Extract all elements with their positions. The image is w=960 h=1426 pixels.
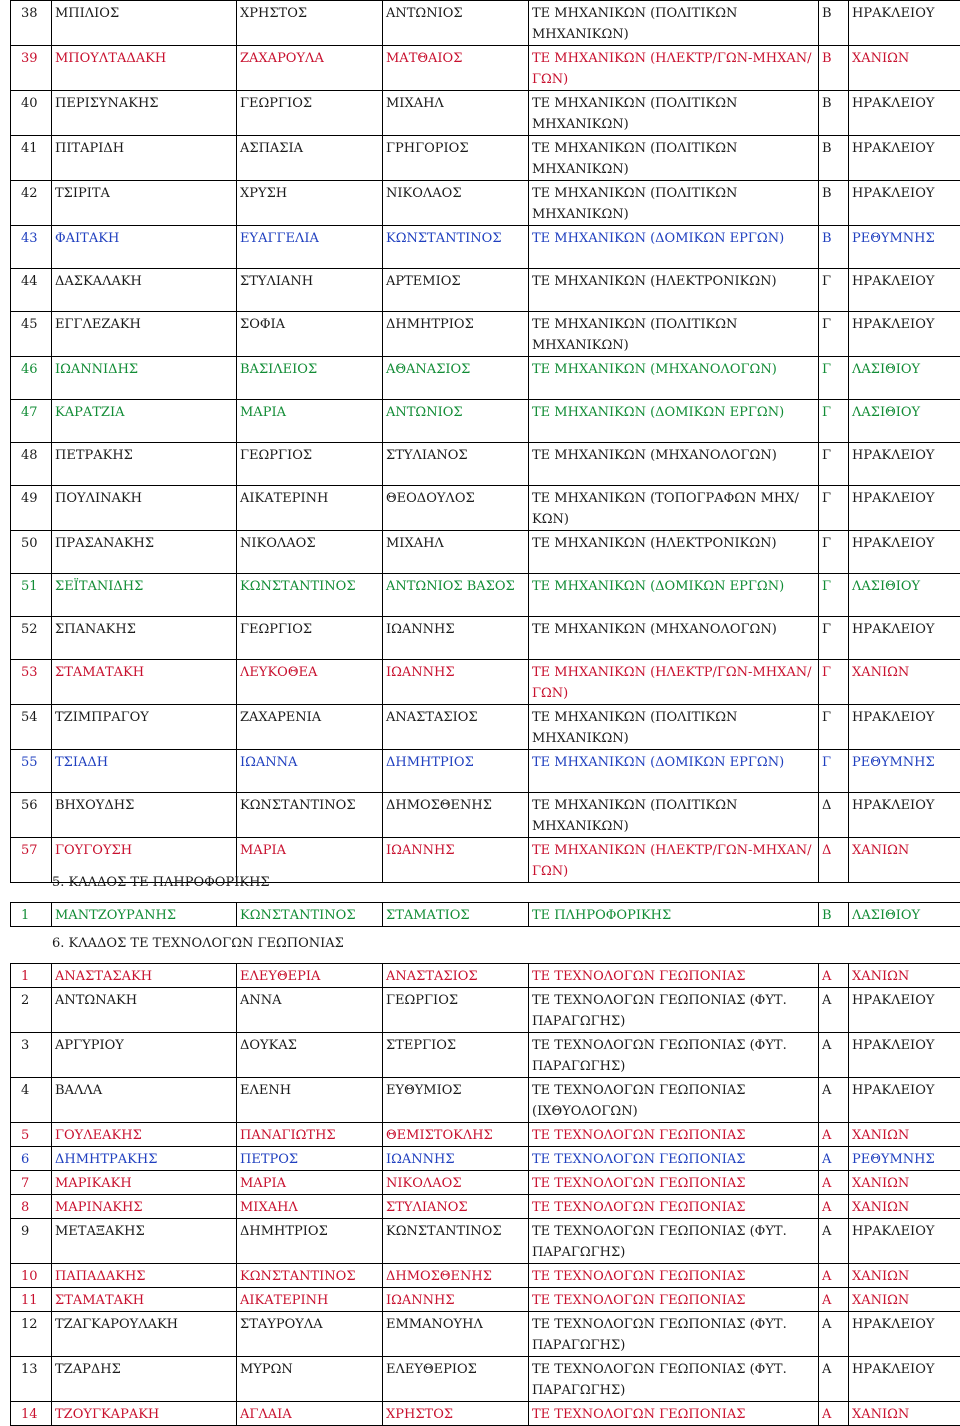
category-cell: Δ: [819, 838, 849, 883]
category-cell: Β: [819, 903, 849, 927]
specialty-cell: ΤΕ ΜΗΧΑΝΙΚΩΝ (ΠΟΛΙΤΙΚΩΝ ΜΗΧΑΝΙΚΩΝ): [529, 705, 819, 750]
surname-cell: ΜΑΝΤΖΟΥΡΑΝΗΣ: [52, 903, 237, 927]
region-cell: ΗΡΑΚΛΕΙΟΥ: [849, 1033, 960, 1078]
category-cell: Α: [819, 1195, 849, 1219]
category-cell: Δ: [819, 793, 849, 838]
category-cell: Α: [819, 1147, 849, 1171]
first-name-cell: ΑΙΚΑΤΕΡΙΝΗ: [237, 1288, 383, 1312]
specialty-cell: ΤΕ ΤΕΧΝΟΛΟΓΩΝ ΓΕΩΠΟΝΙΑΣ: [529, 1171, 819, 1195]
father-name-cell: ΑΡΤΕΜΙΟΣ: [383, 269, 529, 312]
first-name-cell: ΖΑΧΑΡΕΝΙΑ: [237, 705, 383, 750]
row-number: 41: [11, 136, 52, 181]
father-name-cell: ΑΝΑΣΤΑΣΙΟΣ: [383, 705, 529, 750]
father-name-cell: ΣΤΥΛΙΑΝΟΣ: [383, 443, 529, 486]
surname-cell: ΚΑΡΑΤΖΙΑ: [52, 400, 237, 443]
specialty-cell: ΤΕ ΠΛΗΡΟΦΟΡΙΚΗΣ: [529, 903, 819, 927]
first-name-cell: ΚΩΝΣΤΑΝΤΙΝΟΣ: [237, 1264, 383, 1288]
row-number: 38: [11, 1, 52, 46]
specialty-cell: ΤΕ ΜΗΧΑΝΙΚΩΝ (ΔΟΜΙΚΩΝ ΕΡΓΩΝ): [529, 574, 819, 617]
first-name-cell: ΜΑΡΙΑ: [237, 400, 383, 443]
specialty-cell: ΤΕ ΜΗΧΑΝΙΚΩΝ (ΠΟΛΙΤΙΚΩΝ ΜΗΧΑΝΙΚΩΝ): [529, 1, 819, 46]
specialty-cell: ΤΕ ΤΕΧΝΟΛΟΓΩΝ ΓΕΩΠΟΝΙΑΣ: [529, 1288, 819, 1312]
first-name-cell: ΚΩΝΣΤΑΝΤΙΝΟΣ: [237, 903, 383, 927]
first-name-cell: ΜΥΡΩΝ: [237, 1357, 383, 1402]
specialty-cell: ΤΕ ΤΕΧΝΟΛΟΓΩΝ ΓΕΩΠΟΝΙΑΣ: [529, 1147, 819, 1171]
specialty-cell: ΤΕ ΤΕΧΝΟΛΟΓΩΝ ΓΕΩΠΟΝΙΑΣ: [529, 1264, 819, 1288]
row-number: 43: [11, 226, 52, 269]
first-name-cell: ΒΑΣΙΛΕΙΟΣ: [237, 357, 383, 400]
first-name-cell: ΕΛΕΝΗ: [237, 1078, 383, 1123]
first-name-cell: ΔΟΥΚΑΣ: [237, 1033, 383, 1078]
category-cell: Β: [819, 136, 849, 181]
row-number: 46: [11, 357, 52, 400]
first-name-cell: ΜΙΧΑΗΛ: [237, 1195, 383, 1219]
first-name-cell: ΝΙΚΟΛΑΟΣ: [237, 531, 383, 574]
first-name-cell: ΠΑΝΑΓΙΩΤΗΣ: [237, 1123, 383, 1147]
category-cell: Γ: [819, 312, 849, 357]
father-name-cell: ΚΩΝΣΤΑΝΤΙΝΟΣ: [383, 1219, 529, 1264]
row-number: 51: [11, 574, 52, 617]
specialty-cell: ΤΕ ΜΗΧΑΝΙΚΩΝ (ΠΟΛΙΤΙΚΩΝ ΜΗΧΑΝΙΚΩΝ): [529, 793, 819, 838]
row-number: 1: [11, 964, 52, 988]
category-cell: Γ: [819, 705, 849, 750]
region-cell: ΧΑΝΙΩΝ: [849, 1195, 960, 1219]
table-row: [11, 1078, 960, 1123]
row-number: 48: [11, 443, 52, 486]
first-name-cell: ΜΑΡΙΑ: [237, 838, 383, 883]
table-row: [11, 988, 960, 1033]
surname-cell: ΜΕΤΑΞΑΚΗΣ: [52, 1219, 237, 1264]
father-name-cell: ΕΛΕΥΘΕΡΙΟΣ: [383, 1357, 529, 1402]
specialty-cell: ΤΕ ΜΗΧΑΝΙΚΩΝ (ΜΗΧΑΝΟΛΟΓΩΝ): [529, 617, 819, 660]
first-name-cell: ΧΡΗΣΤΟΣ: [237, 1, 383, 46]
row-number: 9: [11, 1219, 52, 1264]
father-name-cell: ΚΩΝΣΤΑΝΤΙΝΟΣ: [383, 226, 529, 269]
row-number: 54: [11, 705, 52, 750]
father-name-cell: ΙΩΑΝΝΗΣ: [383, 617, 529, 660]
table-row: [11, 1147, 960, 1171]
first-name-cell: ΚΩΝΣΤΑΝΤΙΝΟΣ: [237, 793, 383, 838]
region-cell: ΗΡΑΚΛΕΙΟΥ: [849, 269, 960, 312]
father-name-cell: ΙΩΑΝΝΗΣ: [383, 838, 529, 883]
region-cell: ΗΡΑΚΛΕΙΟΥ: [849, 486, 960, 531]
category-cell: Γ: [819, 574, 849, 617]
region-cell: ΗΡΑΚΛΕΙΟΥ: [849, 1219, 960, 1264]
table-row: [11, 793, 960, 838]
table-row: [11, 903, 960, 927]
region-cell: ΛΑΣΙΘΙΟΥ: [849, 903, 960, 927]
father-name-cell: ΙΩΑΝΝΗΣ: [383, 660, 529, 705]
region-cell: ΡΕΘΥΜΝΗΣ: [849, 226, 960, 269]
father-name-cell: ΘΕΜΙΣΤΟΚΛΗΣ: [383, 1123, 529, 1147]
specialty-cell: ΤΕ ΜΗΧΑΝΙΚΩΝ (ΠΟΛΙΤΙΚΩΝ ΜΗΧΑΝΙΚΩΝ): [529, 91, 819, 136]
table-row: [11, 1312, 960, 1357]
specialty-cell: ΤΕ ΤΕΧΝΟΛΟΓΩΝ ΓΕΩΠΟΝΙΑΣ: [529, 964, 819, 988]
specialty-cell: ΤΕ ΤΕΧΝΟΛΟΓΩΝ ΓΕΩΠΟΝΙΑΣ (ΦΥΤ. ΠΑΡΑΓΩΓΗΣ): [529, 988, 819, 1033]
category-cell: Α: [819, 1033, 849, 1078]
region-cell: ΧΑΝΙΩΝ: [849, 46, 960, 91]
category-cell: Γ: [819, 617, 849, 660]
specialty-cell: ΤΕ ΜΗΧΑΝΙΚΩΝ (ΗΛΕΚΤΡ/ΓΩΝ-ΜΗΧΑΝ/ΓΩΝ): [529, 838, 819, 883]
region-cell: ΗΡΑΚΛΕΙΟΥ: [849, 181, 960, 226]
table-row: [11, 357, 960, 400]
surname-cell: ΓΟΥΛΕΑΚΗΣ: [52, 1123, 237, 1147]
surname-cell: ΙΩΑΝΝΙΔΗΣ: [52, 357, 237, 400]
surname-cell: ΜΠΟΥΛΤΑΔΑΚΗ: [52, 46, 237, 91]
table-row: [11, 531, 960, 574]
region-cell: ΗΡΑΚΛΕΙΟΥ: [849, 705, 960, 750]
row-number: 45: [11, 312, 52, 357]
table-row: [11, 269, 960, 312]
category-cell: Β: [819, 226, 849, 269]
father-name-cell: ΑΝΤΩΝΙΟΣ: [383, 1, 529, 46]
table-row: [11, 181, 960, 226]
surname-cell: ΑΝΤΩΝΑΚΗ: [52, 988, 237, 1033]
surname-cell: ΓΟΥΓΟΥΣΗ: [52, 838, 237, 883]
region-cell: ΗΡΑΚΛΕΙΟΥ: [849, 136, 960, 181]
region-cell: ΗΡΑΚΛΕΙΟΥ: [849, 531, 960, 574]
engineers-table: [10, 0, 960, 883]
father-name-cell: ΜΑΤΘΑΙΟΣ: [383, 46, 529, 91]
surname-cell: ΔΗΜΗΤΡΑΚΗΣ: [52, 1147, 237, 1171]
row-number: 39: [11, 46, 52, 91]
row-number: 55: [11, 750, 52, 793]
category-cell: Γ: [819, 531, 849, 574]
region-cell: ΗΡΑΚΛΕΙΟΥ: [849, 1312, 960, 1357]
specialty-cell: ΤΕ ΤΕΧΝΟΛΟΓΩΝ ΓΕΩΠΟΝΙΑΣ (ΦΥΤ. ΠΑΡΑΓΩΓΗΣ): [529, 1357, 819, 1402]
category-cell: Α: [819, 1078, 849, 1123]
category-cell: Α: [819, 1264, 849, 1288]
table-row: [11, 1195, 960, 1219]
father-name-cell: ΔΗΜΗΤΡΙΟΣ: [383, 750, 529, 793]
surname-cell: ΠΕΤΡΑΚΗΣ: [52, 443, 237, 486]
father-name-cell: ΜΙΧΑΗΛ: [383, 531, 529, 574]
specialty-cell: ΤΕ ΜΗΧΑΝΙΚΩΝ (ΠΟΛΙΤΙΚΩΝ ΜΗΧΑΝΙΚΩΝ): [529, 312, 819, 357]
row-number: 49: [11, 486, 52, 531]
table-row: [11, 91, 960, 136]
row-number: 56: [11, 793, 52, 838]
surname-cell: ΤΖΟΥΓΚΑΡΑΚΗ: [52, 1402, 237, 1426]
region-cell: ΗΡΑΚΛΕΙΟΥ: [849, 312, 960, 357]
region-cell: ΗΡΑΚΛΕΙΟΥ: [849, 988, 960, 1033]
informatics-table: [10, 902, 960, 927]
table-row: [11, 1357, 960, 1402]
region-cell: ΧΑΝΙΩΝ: [849, 1288, 960, 1312]
surname-cell: ΣΤΑΜΑΤΑΚΗ: [52, 1288, 237, 1312]
first-name-cell: ΖΑΧΑΡΟΥΛΑ: [237, 46, 383, 91]
row-number: 2: [11, 988, 52, 1033]
surname-cell: ΜΑΡΙΚΑΚΗ: [52, 1171, 237, 1195]
specialty-cell: ΤΕ ΤΕΧΝΟΛΟΓΩΝ ΓΕΩΠΟΝΙΑΣ: [529, 1123, 819, 1147]
father-name-cell: ΑΝΑΣΤΑΣΙΟΣ: [383, 964, 529, 988]
category-cell: Β: [819, 91, 849, 136]
first-name-cell: ΑΓΛΑΙΑ: [237, 1402, 383, 1426]
table-row: [11, 443, 960, 486]
first-name-cell: ΓΕΩΡΓΙΟΣ: [237, 617, 383, 660]
surname-cell: ΣΤΑΜΑΤΑΚΗ: [52, 660, 237, 705]
first-name-cell: ΙΩΑΝΝΑ: [237, 750, 383, 793]
section-6-title: 6. ΚΛΑΔΟΣ ΤΕ ΤΕΧΝΟΛΟΓΩΝ ΓΕΩΠΟΝΙΑΣ: [52, 934, 344, 953]
row-number: 50: [11, 531, 52, 574]
table-row: [11, 964, 960, 988]
surname-cell: ΣΕΪΤΑΝΙΔΗΣ: [52, 574, 237, 617]
first-name-cell: ΚΩΝΣΤΑΝΤΙΝΟΣ: [237, 574, 383, 617]
row-number: 6: [11, 1147, 52, 1171]
surname-cell: ΤΖΙΜΠΡΑΓΟΥ: [52, 705, 237, 750]
row-number: 14: [11, 1402, 52, 1426]
surname-cell: ΔΑΣΚΑΛΑΚΗ: [52, 269, 237, 312]
region-cell: ΗΡΑΚΛΕΙΟΥ: [849, 1357, 960, 1402]
row-number: 52: [11, 617, 52, 660]
surname-cell: ΑΝΑΣΤΑΣΑΚΗ: [52, 964, 237, 988]
surname-cell: ΤΖΑΓΚΑΡΟΥΛΑΚΗ: [52, 1312, 237, 1357]
row-number: 42: [11, 181, 52, 226]
father-name-cell: ΝΙΚΟΛΑΟΣ: [383, 1171, 529, 1195]
father-name-cell: ΣΤΕΡΓΙΟΣ: [383, 1033, 529, 1078]
first-name-cell: ΑΝΝΑ: [237, 988, 383, 1033]
father-name-cell: ΣΤΑΜΑΤΙΟΣ: [383, 903, 529, 927]
first-name-cell: ΠΕΤΡΟΣ: [237, 1147, 383, 1171]
row-number: 12: [11, 1312, 52, 1357]
region-cell: ΧΑΝΙΩΝ: [849, 1123, 960, 1147]
first-name-cell: ΑΙΚΑΤΕΡΙΝΗ: [237, 486, 383, 531]
region-cell: ΛΑΣΙΘΙΟΥ: [849, 574, 960, 617]
table-row: [11, 226, 960, 269]
surname-cell: ΒΑΛΛΑ: [52, 1078, 237, 1123]
surname-cell: ΠΙΤΑΡΙΔΗ: [52, 136, 237, 181]
father-name-cell: ΝΙΚΟΛΑΟΣ: [383, 181, 529, 226]
category-cell: Α: [819, 988, 849, 1033]
table-row: [11, 136, 960, 181]
row-number: 3: [11, 1033, 52, 1078]
row-number: 4: [11, 1078, 52, 1123]
category-cell: Α: [819, 1312, 849, 1357]
region-cell: ΗΡΑΚΛΕΙΟΥ: [849, 91, 960, 136]
region-cell: ΡΕΘΥΜΝΗΣ: [849, 750, 960, 793]
table-row: [11, 1402, 960, 1426]
father-name-cell: ΑΘΑΝΑΣΙΟΣ: [383, 357, 529, 400]
first-name-cell: ΣΤΑΥΡΟΥΛΑ: [237, 1312, 383, 1357]
surname-cell: ΑΡΓΥΡΙΟΥ: [52, 1033, 237, 1078]
specialty-cell: ΤΕ ΜΗΧΑΝΙΚΩΝ (ΗΛΕΚΤΡΟΝΙΚΩΝ): [529, 531, 819, 574]
section-5-title: 5. ΚΛΑΔΟΣ ΤΕ ΠΛΗΡΟΦΟΡΙΚΗΣ: [52, 873, 270, 892]
region-cell: ΗΡΑΚΛΕΙΟΥ: [849, 1078, 960, 1123]
table-row: [11, 1264, 960, 1288]
category-cell: Β: [819, 46, 849, 91]
table-row: [11, 312, 960, 357]
region-cell: ΧΑΝΙΩΝ: [849, 964, 960, 988]
table-row: [11, 46, 960, 91]
row-number: 5: [11, 1123, 52, 1147]
row-number: 57: [11, 838, 52, 883]
category-cell: Β: [819, 1, 849, 46]
specialty-cell: ΤΕ ΤΕΧΝΟΛΟΓΩΝ ΓΕΩΠΟΝΙΑΣ (ΦΥΤ. ΠΑΡΑΓΩΓΗΣ): [529, 1312, 819, 1357]
father-name-cell: ΓΕΩΡΓΙΟΣ: [383, 988, 529, 1033]
category-cell: Α: [819, 1288, 849, 1312]
specialty-cell: ΤΕ ΜΗΧΑΝΙΚΩΝ (ΜΗΧΑΝΟΛΟΓΩΝ): [529, 357, 819, 400]
first-name-cell: ΧΡΥΣΗ: [237, 181, 383, 226]
region-cell: ΗΡΑΚΛΕΙΟΥ: [849, 793, 960, 838]
father-name-cell: ΜΙΧΑΗΛ: [383, 91, 529, 136]
row-number: 8: [11, 1195, 52, 1219]
father-name-cell: ΧΡΗΣΤΟΣ: [383, 1402, 529, 1426]
specialty-cell: ΤΕ ΤΕΧΝΟΛΟΓΩΝ ΓΕΩΠΟΝΙΑΣ (ΦΥΤ. ΠΑΡΑΓΩΓΗΣ): [529, 1219, 819, 1264]
specialty-cell: ΤΕ ΜΗΧΑΝΙΚΩΝ (ΗΛΕΚΤΡ/ΓΩΝ-ΜΗΧΑΝ/ΓΩΝ): [529, 46, 819, 91]
first-name-cell: ΣΟΦΙΑ: [237, 312, 383, 357]
category-cell: Α: [819, 1402, 849, 1426]
category-cell: Γ: [819, 269, 849, 312]
region-cell: ΡΕΘΥΜΝΗΣ: [849, 1147, 960, 1171]
father-name-cell: ΑΝΤΩΝΙΟΣ ΒΑΣΟΣ: [383, 574, 529, 617]
father-name-cell: ΕΜΜΑΝΟΥΗΛ: [383, 1312, 529, 1357]
region-cell: ΛΑΣΙΘΙΟΥ: [849, 357, 960, 400]
category-cell: Γ: [819, 400, 849, 443]
category-cell: Γ: [819, 660, 849, 705]
table-row: [11, 1288, 960, 1312]
specialty-cell: ΤΕ ΤΕΧΝΟΛΟΓΩΝ ΓΕΩΠΟΝΙΑΣ: [529, 1402, 819, 1426]
first-name-cell: ΓΕΩΡΓΙΟΣ: [237, 443, 383, 486]
specialty-cell: ΤΕ ΤΕΧΝΟΛΟΓΩΝ ΓΕΩΠΟΝΙΑΣ (ΦΥΤ. ΠΑΡΑΓΩΓΗΣ): [529, 1033, 819, 1078]
row-number: 11: [11, 1288, 52, 1312]
specialty-cell: ΤΕ ΜΗΧΑΝΙΚΩΝ (ΠΟΛΙΤΙΚΩΝ ΜΗΧΑΝΙΚΩΝ): [529, 136, 819, 181]
row-number: 7: [11, 1171, 52, 1195]
surname-cell: ΦΑΙΤΑΚΗ: [52, 226, 237, 269]
father-name-cell: ΔΗΜΗΤΡΙΟΣ: [383, 312, 529, 357]
first-name-cell: ΔΗΜΗΤΡΙΟΣ: [237, 1219, 383, 1264]
row-number: 53: [11, 660, 52, 705]
row-number: 13: [11, 1357, 52, 1402]
table-row: [11, 1171, 960, 1195]
specialty-cell: ΤΕ ΜΗΧΑΝΙΚΩΝ (ΤΟΠΟΓΡΑΦΩΝ ΜΗΧ/ΚΩΝ): [529, 486, 819, 531]
father-name-cell: ΣΤΥΛΙΑΝΟΣ: [383, 1195, 529, 1219]
surname-cell: ΤΣΙΡΙΤΑ: [52, 181, 237, 226]
surname-cell: ΤΣΙΑΔΗ: [52, 750, 237, 793]
category-cell: Β: [819, 181, 849, 226]
specialty-cell: ΤΕ ΜΗΧΑΝΙΚΩΝ (ΜΗΧΑΝΟΛΟΓΩΝ): [529, 443, 819, 486]
category-cell: Γ: [819, 443, 849, 486]
surname-cell: ΕΓΓΛΕΖΑΚΗ: [52, 312, 237, 357]
surname-cell: ΜΑΡΙΝΑΚΗΣ: [52, 1195, 237, 1219]
father-name-cell: ΘΕΟΔΟΥΛΟΣ: [383, 486, 529, 531]
table-row: [11, 400, 960, 443]
father-name-cell: ΔΗΜΟΣΘΕΝΗΣ: [383, 793, 529, 838]
first-name-cell: ΣΤΥΛΙΑΝΗ: [237, 269, 383, 312]
surname-cell: ΠΕΡΙΣΥΝΑΚΗΣ: [52, 91, 237, 136]
category-cell: Α: [819, 1219, 849, 1264]
table-row: [11, 1033, 960, 1078]
category-cell: Γ: [819, 486, 849, 531]
region-cell: ΗΡΑΚΛΕΙΟΥ: [849, 1, 960, 46]
agronomy-table: [10, 963, 960, 1426]
first-name-cell: ΕΥΑΓΓΕΛΙΑ: [237, 226, 383, 269]
specialty-cell: ΤΕ ΤΕΧΝΟΛΟΓΩΝ ΓΕΩΠΟΝΙΑΣ (ΙΧΘΥΟΛΟΓΩΝ): [529, 1078, 819, 1123]
region-cell: ΗΡΑΚΛΕΙΟΥ: [849, 617, 960, 660]
row-number: 40: [11, 91, 52, 136]
table-row: [11, 705, 960, 750]
surname-cell: ΣΠΑΝΑΚΗΣ: [52, 617, 237, 660]
surname-cell: ΤΖΑΡΔΗΣ: [52, 1357, 237, 1402]
specialty-cell: ΤΕ ΜΗΧΑΝΙΚΩΝ (ΗΛΕΚΤΡΟΝΙΚΩΝ): [529, 269, 819, 312]
surname-cell: ΜΠΙΛΙΟΣ: [52, 1, 237, 46]
first-name-cell: ΛΕΥΚΟΘΕΑ: [237, 660, 383, 705]
category-cell: Γ: [819, 357, 849, 400]
category-cell: Α: [819, 964, 849, 988]
father-name-cell: ΔΗΜΟΣΘΕΝΗΣ: [383, 1264, 529, 1288]
father-name-cell: ΙΩΑΝΝΗΣ: [383, 1288, 529, 1312]
row-number: 44: [11, 269, 52, 312]
surname-cell: ΠΑΠΑΔΑΚΗΣ: [52, 1264, 237, 1288]
row-number: 1: [11, 903, 52, 927]
specialty-cell: ΤΕ ΜΗΧΑΝΙΚΩΝ (ΔΟΜΙΚΩΝ ΕΡΓΩΝ): [529, 400, 819, 443]
table-row: [11, 1219, 960, 1264]
category-cell: Γ: [819, 750, 849, 793]
specialty-cell: ΤΕ ΜΗΧΑΝΙΚΩΝ (ΗΛΕΚΤΡ/ΓΩΝ-ΜΗΧΑΝ/ΓΩΝ): [529, 660, 819, 705]
first-name-cell: ΜΑΡΙΑ: [237, 1171, 383, 1195]
category-cell: Α: [819, 1123, 849, 1147]
table-row: [11, 660, 960, 705]
region-cell: ΧΑΝΙΩΝ: [849, 660, 960, 705]
specialty-cell: ΤΕ ΜΗΧΑΝΙΚΩΝ (ΔΟΜΙΚΩΝ ΕΡΓΩΝ): [529, 750, 819, 793]
region-cell: ΧΑΝΙΩΝ: [849, 1171, 960, 1195]
category-cell: Α: [819, 1357, 849, 1402]
father-name-cell: ΕΥΘΥΜΙΟΣ: [383, 1078, 529, 1123]
table-row: [11, 617, 960, 660]
region-cell: ΧΑΝΙΩΝ: [849, 1264, 960, 1288]
surname-cell: ΠΡΑΣΑΝΑΚΗΣ: [52, 531, 237, 574]
table-row: [11, 1, 960, 46]
first-name-cell: ΑΣΠΑΣΙΑ: [237, 136, 383, 181]
table-row: [11, 574, 960, 617]
first-name-cell: ΕΛΕΥΘΕΡΙΑ: [237, 964, 383, 988]
first-name-cell: ΓΕΩΡΓΙΟΣ: [237, 91, 383, 136]
row-number: 10: [11, 1264, 52, 1288]
table-row: [11, 1123, 960, 1147]
region-cell: ΗΡΑΚΛΕΙΟΥ: [849, 443, 960, 486]
father-name-cell: ΙΩΑΝΝΗΣ: [383, 1147, 529, 1171]
surname-cell: ΒΗΧΟΥΔΗΣ: [52, 793, 237, 838]
table-row: [11, 750, 960, 793]
surname-cell: ΠΟΥΛΙΝΑΚΗ: [52, 486, 237, 531]
category-cell: Α: [819, 1171, 849, 1195]
specialty-cell: ΤΕ ΜΗΧΑΝΙΚΩΝ (ΔΟΜΙΚΩΝ ΕΡΓΩΝ): [529, 226, 819, 269]
father-name-cell: ΑΝΤΩΝΙΟΣ: [383, 400, 529, 443]
region-cell: ΧΑΝΙΩΝ: [849, 838, 960, 883]
specialty-cell: ΤΕ ΜΗΧΑΝΙΚΩΝ (ΠΟΛΙΤΙΚΩΝ ΜΗΧΑΝΙΚΩΝ): [529, 181, 819, 226]
region-cell: ΛΑΣΙΘΙΟΥ: [849, 400, 960, 443]
specialty-cell: ΤΕ ΤΕΧΝΟΛΟΓΩΝ ΓΕΩΠΟΝΙΑΣ: [529, 1195, 819, 1219]
region-cell: ΧΑΝΙΩΝ: [849, 1402, 960, 1426]
row-number: 47: [11, 400, 52, 443]
table-row: [11, 486, 960, 531]
father-name-cell: ΓΡΗΓΟΡΙΟΣ: [383, 136, 529, 181]
